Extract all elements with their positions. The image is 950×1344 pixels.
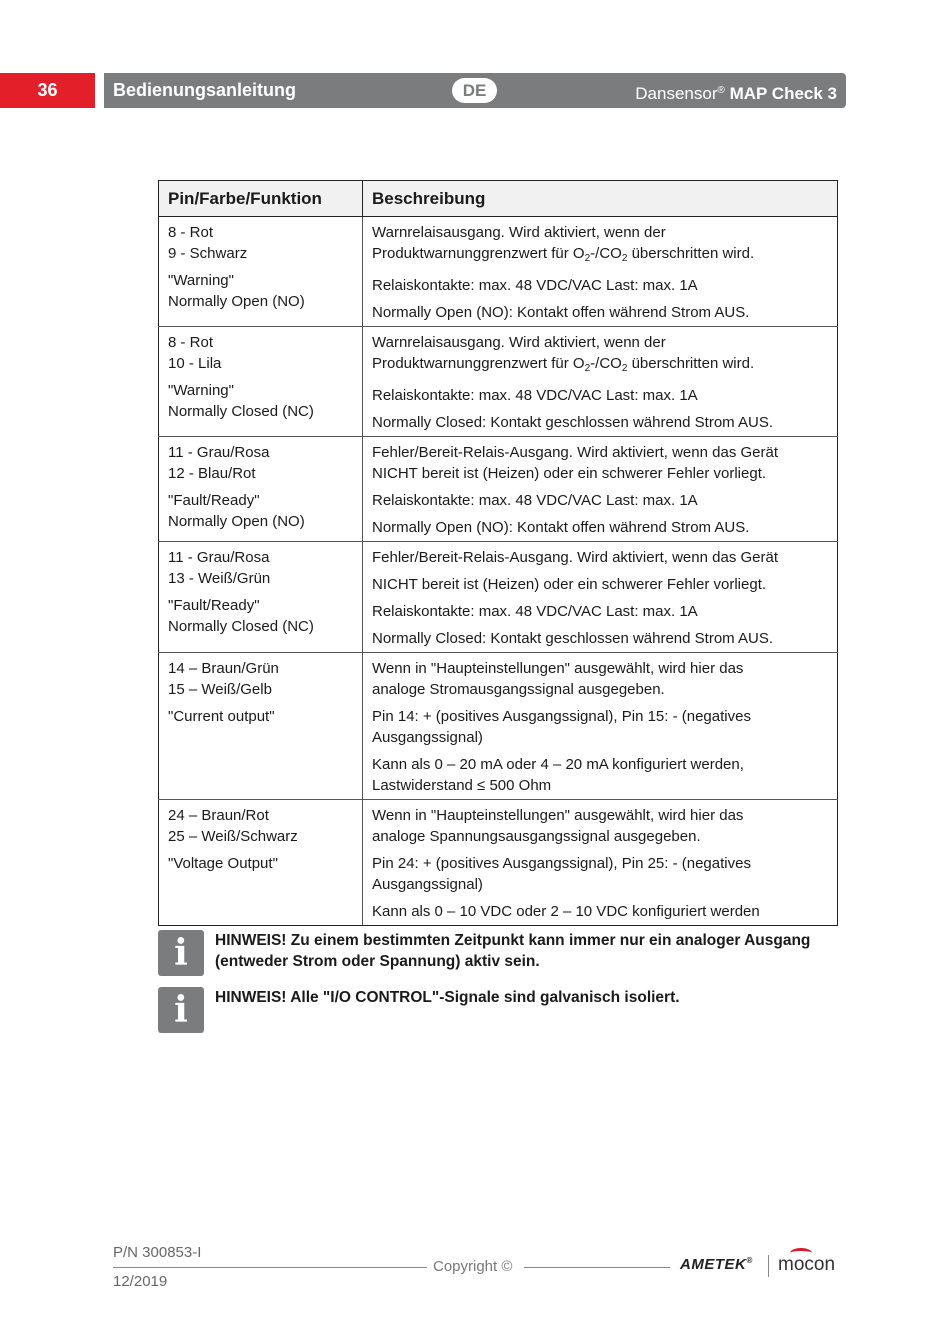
product-name: Dansensor® MAP Check 3 <box>635 84 837 103</box>
column-header-description: Beschreibung <box>363 181 838 217</box>
pin-cell: 8 - Rot 9 - Schwarz "Warning" Normally Open (NO) <box>159 217 363 327</box>
column-header-pin: Pin/Farbe/Funktion <box>159 181 363 217</box>
description-cell: Fehler/Bereit-Relais-Ausgang. Wird aktiviert, wenn das Gerät NICHT bereit ist (Heizen) oder ein schwerer Fehler vorliegt. Relaiskontakte: max. 48 VDC/VAC Last: max. 1A Normally Open (NO): Kontakt offen während Strom AUS. <box>363 437 838 542</box>
description-cell: Warnrelaisausgang. Wird aktiviert, wenn der Produktwarnunggrenzwert für $O_2-/CO_2$ überschritten wird. Relaiskontakte: max. 48 VDC/VAC Last: max. 1A Normally Open (NO): Kontakt offen während Strom AUS. <box>363 217 838 327</box>
part-number: P/N 300853-I <box>113 1244 202 1261</box>
pin-cell: 24 – Braun/Rot 25 – Weiß/Schwarz "Voltage Output" <box>159 800 363 926</box>
info-icon: i <box>158 987 204 1033</box>
note-galvanic-isolation <box>158 987 848 1033</box>
header-bar <box>104 73 846 108</box>
footer-divider-right <box>524 1267 670 1268</box>
table-row <box>159 800 838 926</box>
footer-divider-left <box>113 1267 427 1268</box>
table-header-row <box>159 181 838 217</box>
manual-title: Bedienungsanleitung <box>113 80 297 100</box>
description-cell: Wenn in "Haupteinstellungen" ausgewählt, wird hier das analoge Stromausgangssignal ausgegeben. Pin 14: + (positives Ausgangssignal), Pin 15: - (negatives Ausgangssignal) Kann als 0 – 20 mA oder 4 – 20 mA konfiguriert werden, Lastwiderstand ≤ 500 Ohm <box>363 653 838 800</box>
copyright: Copyright © <box>433 1258 513 1275</box>
note-text: HINWEIS! Zu einem bestimmten Zeitpunkt kann immer nur ein analoger Ausgang (entweder Strom oder Spannung) aktiv sein. <box>215 932 811 970</box>
note-analog-output <box>158 930 848 976</box>
page-number: 36 <box>0 73 95 108</box>
table-row <box>159 327 838 437</box>
description-cell: Wenn in "Haupteinstellungen" ausgewählt, wird hier das analoge Spannungsausgangssignal ausgegeben. Pin 24: + (positives Ausgangssignal), Pin 25: - (negatives Ausgangssignal) Kann als 0 – 10 VDC oder 2 – 10 VDC konfiguriert werden <box>363 800 838 926</box>
note-text: HINWEIS! Alle "I/O CONTROL"-Signale sind galvanisch isoliert. <box>215 989 680 1006</box>
table-row <box>159 542 838 653</box>
table-row <box>159 437 838 542</box>
pin-cell: 11 - Grau/Rosa 12 - Blau/Rot "Fault/Ready" Normally Open (NO) <box>159 437 363 542</box>
description-cell: Fehler/Bereit-Relais-Ausgang. Wird aktiviert, wenn das Gerät NICHT bereit ist (Heizen) oder ein schwerer Fehler vorliegt. Relaiskontakte: max. 48 VDC/VAC Last: max. 1A Normally Closed: Kontakt geschlossen während Strom AUS. <box>363 542 838 653</box>
ametek-logo: AMETEK® <box>680 1256 753 1273</box>
table-row <box>159 217 838 327</box>
pin-cell: 8 - Rot 10 - Lila "Warning" Normally Closed (NC) <box>159 327 363 437</box>
pin-cell: 14 – Braun/Grün 15 – Weiß/Gelb "Current output" <box>159 653 363 800</box>
pin-cell: 11 - Grau/Rosa 13 - Weiß/Grün "Fault/Ready" Normally Closed (NC) <box>159 542 363 653</box>
description-cell: Warnrelaisausgang. Wird aktiviert, wenn der Produktwarnunggrenzwert für $O_2-/CO_2$ überschritten wird. Relaiskontakte: max. 48 VDC/VAC Last: max. 1A Normally Closed: Kontakt geschlossen während Strom AUS. <box>363 327 838 437</box>
publication-date: 12/2019 <box>113 1273 168 1290</box>
mocon-logo: mocon <box>778 1254 836 1275</box>
pin-table <box>158 180 838 926</box>
logo-separator <box>768 1255 769 1277</box>
info-icon: i <box>158 930 204 976</box>
table-row <box>159 653 838 800</box>
language-badge: DE <box>452 78 497 103</box>
